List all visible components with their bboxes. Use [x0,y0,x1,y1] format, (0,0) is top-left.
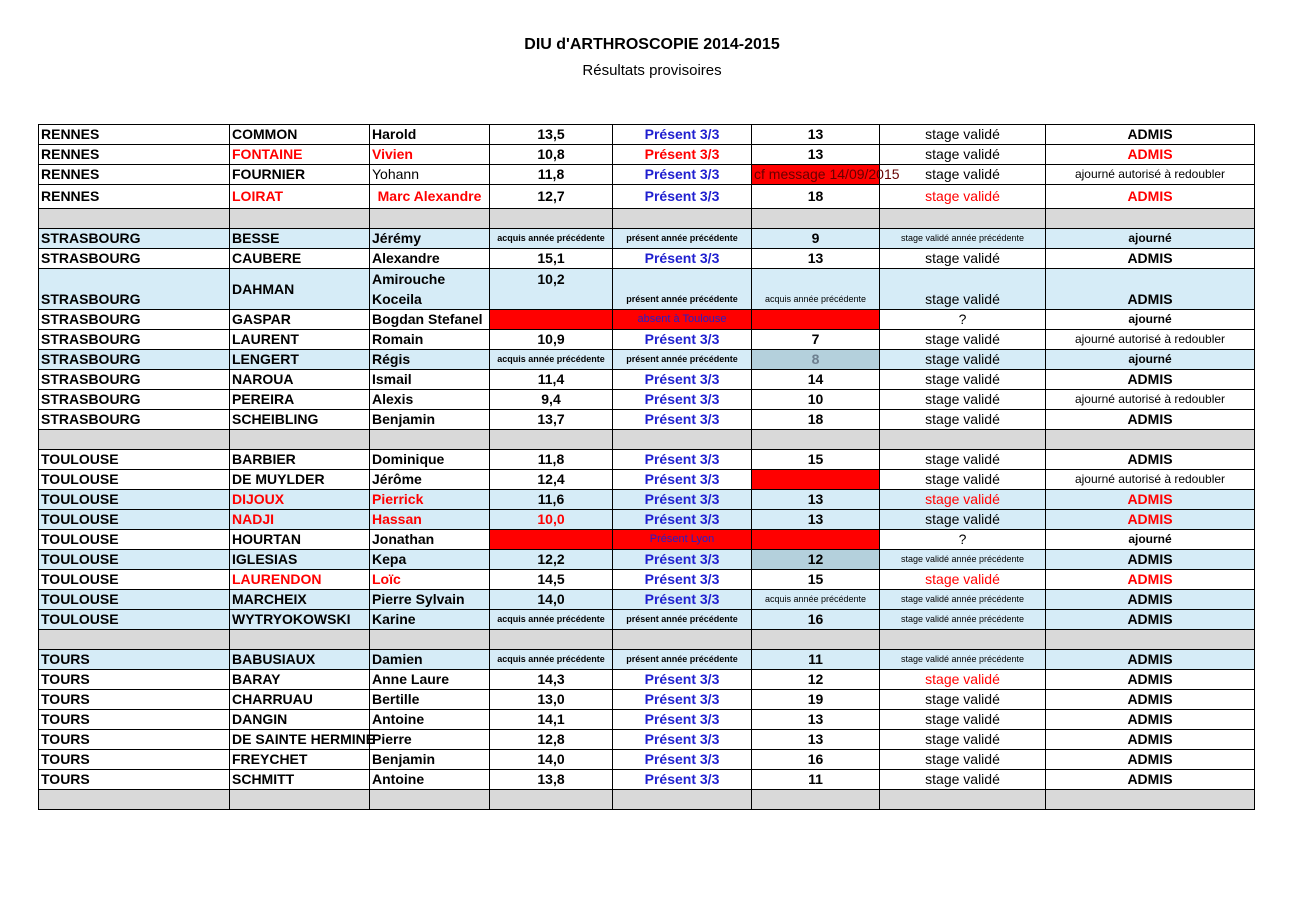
results-table [38,124,1255,810]
city-cell: TOURS [39,750,230,770]
internship-grade-cell: 18 [752,410,880,430]
internship-grade-cell: 13 [752,249,880,269]
firstname-line: Koceila [372,291,422,307]
result-cell: ADMIS [1046,650,1255,670]
grade-cell: 13,0 [490,690,613,710]
grade-cell [490,530,613,550]
result-cell: ADMIS [1046,570,1255,590]
firstname-cell: Damien [370,650,490,670]
attendance-cell: Présent 3/3 [613,770,752,790]
lastname-cell: DAHMAN [230,269,370,310]
lastname-cell: FOURNIER [230,165,370,185]
page-subtitle: Résultats provisoires [582,62,722,79]
city-cell: TOULOUSE [39,610,230,630]
attendance-cell: Présent 3/3 [613,490,752,510]
firstname-cell: Benjamin [370,750,490,770]
attendance-cell: Présent 3/3 [613,185,752,209]
lastname-cell: LOIRAT [230,185,370,209]
result-cell: ADMIS [1046,550,1255,570]
table-row [39,530,1255,550]
table-row [39,125,1255,145]
internship-cell: stage validé [880,570,1046,590]
internship-grade-cell: 11 [752,650,880,670]
firstname-cell: Bertille [370,690,490,710]
firstname-cell: Vivien [370,145,490,165]
internship-cell: ? [880,310,1046,330]
table-row [39,510,1255,530]
table-row [39,610,1255,630]
city-cell: TOURS [39,690,230,710]
result-cell: ADMIS [1046,750,1255,770]
lastname-cell: DANGIN [230,710,370,730]
separator-row [39,630,1255,650]
internship-cell: stage validé année précédente [880,590,1046,610]
lastname-cell: WYTRYOKOWSKI [230,610,370,630]
city-cell: STRASBOURG [39,390,230,410]
internship-cell: stage validé [880,410,1046,430]
internship-grade-cell: 15 [752,570,880,590]
result-cell: ADMIS [1046,185,1255,209]
firstname-cell: Alexandre [370,249,490,269]
internship-cell: stage validé [880,145,1046,165]
internship-grade-cell: 19 [752,690,880,710]
lastname-cell: DE SAINTE HERMINE [230,730,370,750]
firstname-cell: Jonathan [370,530,490,550]
internship-cell: stage validé année précédente [880,650,1046,670]
lastname-cell: LAURENDON [230,570,370,590]
result-cell: ADMIS [1046,269,1255,310]
lastname-cell: BARBIER [230,450,370,470]
internship-cell: stage validé [880,770,1046,790]
firstname-cell: Romain [370,330,490,350]
city-cell: TOULOUSE [39,470,230,490]
result-cell: ajourné autorisé à redoubler [1046,165,1255,185]
city-cell: TOULOUSE [39,590,230,610]
internship-cell: stage validé [880,710,1046,730]
table-row [39,350,1255,370]
internship-grade-cell [752,310,880,330]
grade-cell: 12,4 [490,470,613,490]
internship-cell: stage validé [880,125,1046,145]
internship-grade-cell: acquis année précédente [752,590,880,610]
firstname-cell: Pierre Sylvain [370,590,490,610]
city-cell: TOULOUSE [39,510,230,530]
result-cell: ajourné [1046,229,1255,249]
attendance-cell: absent à Toulouse [613,310,752,330]
table-row [39,730,1255,750]
attendance-cell: présent année précédente [613,350,752,370]
table-row [39,750,1255,770]
internship-grade-cell: cf message 14/09/2015 [752,165,880,185]
lastname-cell: BABUSIAUX [230,650,370,670]
internship-cell: stage validé [880,165,1046,185]
result-cell: ADMIS [1046,249,1255,269]
lastname-cell: NAROUA [230,370,370,390]
internship-cell: stage validé [880,490,1046,510]
firstname-cell: Kepa [370,550,490,570]
table-row [39,390,1255,410]
city-cell: STRASBOURG [39,370,230,390]
lastname-cell: SCHMITT [230,770,370,790]
table-row [39,710,1255,730]
city-cell: TOURS [39,710,230,730]
result-cell: ADMIS [1046,510,1255,530]
grade-cell: 11,8 [490,450,613,470]
attendance-cell: Présent 3/3 [613,690,752,710]
grade-cell: 12,7 [490,185,613,209]
result-cell: ADMIS [1046,490,1255,510]
internship-cell: stage validé [880,249,1046,269]
attendance-cell: Présent 3/3 [613,125,752,145]
grade-cell: 9,4 [490,390,613,410]
attendance-cell: Présent Lyon [613,530,752,550]
separator-row [39,430,1255,450]
city-cell: RENNES [39,145,230,165]
table-row [39,145,1255,165]
attendance-cell: Présent 3/3 [613,550,752,570]
internship-cell: stage validé [880,450,1046,470]
table-row [39,165,1255,185]
attendance-cell: Présent 3/3 [613,590,752,610]
city-cell: TOULOUSE [39,570,230,590]
city-cell: TOULOUSE [39,450,230,470]
firstname-cell: Benjamin [370,410,490,430]
lastname-cell: PEREIRA [230,390,370,410]
internship-cell: stage validé [880,690,1046,710]
internship-grade-cell: 11 [752,770,880,790]
table-row [39,229,1255,249]
firstname-cell: Bogdan Stefanel [370,310,490,330]
result-cell: ajourné [1046,350,1255,370]
firstname-cell: Jérémy [370,229,490,249]
grade-cell [490,310,613,330]
attendance-cell: Présent 3/3 [613,165,752,185]
city-cell: STRASBOURG [39,269,230,310]
city-cell: TOURS [39,650,230,670]
table-row [39,330,1255,350]
table-row [39,470,1255,490]
lastname-cell: CAUBERE [230,249,370,269]
firstname-cell: Karine [370,610,490,630]
lastname-cell: COMMON [230,125,370,145]
internship-cell: stage validé [880,470,1046,490]
firstname-cell: Hassan [370,510,490,530]
result-cell: ADMIS [1046,770,1255,790]
table-row [39,650,1255,670]
lastname-cell: NADJI [230,510,370,530]
attendance-cell: Présent 3/3 [613,390,752,410]
internship-cell: stage validé [880,370,1046,390]
table-row [39,249,1255,269]
table-row [39,310,1255,330]
table-row [39,590,1255,610]
separator-row [39,790,1255,810]
result-cell: ajourné [1046,530,1255,550]
internship-cell: stage validé année précédente [880,610,1046,630]
internship-grade-cell: 15 [752,450,880,470]
result-cell: ADMIS [1046,590,1255,610]
city-cell: TOULOUSE [39,550,230,570]
firstname-cell: Dominique [370,450,490,470]
grade-cell: 12,8 [490,730,613,750]
grade-cell: 14,3 [490,670,613,690]
grade-cell: 13,5 [490,125,613,145]
firstname-line: Amirouche [372,271,446,287]
result-cell: ajourné autorisé à redoubler [1046,330,1255,350]
city-cell: TOURS [39,770,230,790]
table-row [39,185,1255,209]
grade-cell: 11,8 [490,165,613,185]
result-cell: ADMIS [1046,710,1255,730]
attendance-cell: Présent 3/3 [613,330,752,350]
attendance-cell: Présent 3/3 [613,450,752,470]
attendance-cell: Présent 3/3 [613,410,752,430]
lastname-cell: CHARRUAU [230,690,370,710]
table-row [39,410,1255,430]
attendance-cell: présent année précédente [613,229,752,249]
grade-cell: acquis année précédente [490,229,613,249]
internship-grade-cell: 13 [752,730,880,750]
city-cell: STRASBOURG [39,249,230,269]
internship-grade-cell [752,470,880,490]
attendance-cell: Présent 3/3 [613,710,752,730]
internship-cell: stage validé [880,670,1046,690]
attendance-cell: présent année précédente [613,269,752,310]
city-cell: RENNES [39,125,230,145]
table-row [39,370,1255,390]
internship-cell: stage validé [880,730,1046,750]
internship-grade-cell: acquis année précédente [752,269,880,310]
internship-grade-cell: 7 [752,330,880,350]
result-cell: ADMIS [1046,730,1255,750]
internship-grade-cell: 18 [752,185,880,209]
firstname-cell: Alexis [370,390,490,410]
firstname-cell: Ismail [370,370,490,390]
firstname-cell [370,269,490,310]
city-cell: TOULOUSE [39,490,230,510]
result-cell: ADMIS [1046,610,1255,630]
firstname-cell: Yohann [370,165,490,185]
city-cell: STRASBOURG [39,350,230,370]
grade-cell: 15,1 [490,249,613,269]
internship-grade-cell: 13 [752,510,880,530]
city-cell: TOURS [39,730,230,750]
internship-grade-cell [752,530,880,550]
table-row [39,450,1255,470]
lastname-cell: FONTAINE [230,145,370,165]
internship-cell: stage validé [880,269,1046,310]
result-cell: ADMIS [1046,370,1255,390]
lastname-cell: LENGERT [230,350,370,370]
grade-cell: 10,2 [490,269,613,310]
attendance-cell: Présent 3/3 [613,570,752,590]
internship-cell: stage validé [880,510,1046,530]
city-cell: RENNES [39,185,230,209]
firstname-cell: Antoine [370,710,490,730]
internship-grade-cell: 13 [752,125,880,145]
internship-grade-cell: 9 [752,229,880,249]
grade-cell: 11,4 [490,370,613,390]
lastname-cell: HOURTAN [230,530,370,550]
result-cell: ADMIS [1046,125,1255,145]
internship-grade-cell: 14 [752,370,880,390]
grade-cell: 14,1 [490,710,613,730]
lastname-cell: DIJOUX [230,490,370,510]
result-cell: ajourné autorisé à redoubler [1046,470,1255,490]
city-cell: STRASBOURG [39,410,230,430]
attendance-cell: Présent 3/3 [613,370,752,390]
internship-cell: stage validé année précédente [880,550,1046,570]
attendance-cell: Présent 3/3 [613,470,752,490]
lastname-cell: IGLESIAS [230,550,370,570]
firstname-cell: Harold [370,125,490,145]
firstname-cell: Loïc [370,570,490,590]
internship-grade-cell: 12 [752,670,880,690]
firstname-cell: Antoine [370,770,490,790]
grade-cell: 12,2 [490,550,613,570]
internship-cell: stage validé année précédente [880,229,1046,249]
lastname-cell: FREYCHET [230,750,370,770]
attendance-cell: présent année précédente [613,610,752,630]
result-cell: ajourné autorisé à redoubler [1046,390,1255,410]
attendance-cell: Présent 3/3 [613,730,752,750]
lastname-cell: SCHEIBLING [230,410,370,430]
grade-cell: 14,0 [490,750,613,770]
firstname-cell: Régis [370,350,490,370]
city-cell: STRASBOURG [39,229,230,249]
result-cell: ADMIS [1046,410,1255,430]
internship-cell: stage validé [880,350,1046,370]
result-cell: ADMIS [1046,450,1255,470]
separator-row [39,209,1255,229]
lastname-cell: BARAY [230,670,370,690]
internship-cell: ? [880,530,1046,550]
attendance-cell: Présent 3/3 [613,510,752,530]
lastname-cell: DE MUYLDER [230,470,370,490]
table-row [39,670,1255,690]
firstname-cell: Jérôme [370,470,490,490]
grade-cell: 13,8 [490,770,613,790]
internship-cell: stage validé [880,330,1046,350]
grade-cell: acquis année précédente [490,350,613,370]
internship-grade-cell: 10 [752,390,880,410]
grade-cell: acquis année précédente [490,610,613,630]
result-cell: ajourné [1046,310,1255,330]
internship-cell: stage validé [880,750,1046,770]
table-row [39,269,1255,310]
lastname-cell: GASPAR [230,310,370,330]
internship-grade-cell: 16 [752,750,880,770]
result-cell: ADMIS [1046,690,1255,710]
city-cell: RENNES [39,165,230,185]
attendance-cell: Présent 3/3 [613,750,752,770]
grade-cell: 13,7 [490,410,613,430]
internship-cell: stage validé [880,185,1046,209]
internship-grade-cell: 13 [752,710,880,730]
lastname-cell: BESSE [230,229,370,249]
firstname-cell: Marc Alexandre [370,185,490,209]
grade-cell: 10,8 [490,145,613,165]
grade-cell: 14,0 [490,590,613,610]
table-row [39,770,1255,790]
table-row [39,490,1255,510]
table-row [39,550,1255,570]
grade-cell: 14,5 [490,570,613,590]
internship-grade-cell: 13 [752,145,880,165]
firstname-cell: Pierrick [370,490,490,510]
internship-grade-cell: 16 [752,610,880,630]
result-cell: ADMIS [1046,145,1255,165]
grade-cell: acquis année précédente [490,650,613,670]
attendance-cell: Présent 3/3 [613,249,752,269]
city-cell: STRASBOURG [39,310,230,330]
city-cell: TOURS [39,670,230,690]
firstname-cell: Anne Laure [370,670,490,690]
lastname-cell: MARCHEIX [230,590,370,610]
internship-grade-cell: 12 [752,550,880,570]
grade-cell: 11,6 [490,490,613,510]
city-cell: TOULOUSE [39,530,230,550]
table-row [39,570,1255,590]
city-cell: STRASBOURG [39,330,230,350]
lastname-cell: LAURENT [230,330,370,350]
attendance-cell: Présent 3/3 [613,670,752,690]
attendance-cell: présent année précédente [613,650,752,670]
page-title: DIU d'ARTHROSCOPIE 2014-2015 [524,36,780,53]
internship-cell: stage validé [880,390,1046,410]
internship-grade-cell: 13 [752,490,880,510]
attendance-cell: Présent 3/3 [613,145,752,165]
grade-cell: 10,0 [490,510,613,530]
firstname-cell: Pierre [370,730,490,750]
grade-cell: 10,9 [490,330,613,350]
internship-grade-cell: 8 [752,350,880,370]
result-cell: ADMIS [1046,670,1255,690]
table-row [39,690,1255,710]
